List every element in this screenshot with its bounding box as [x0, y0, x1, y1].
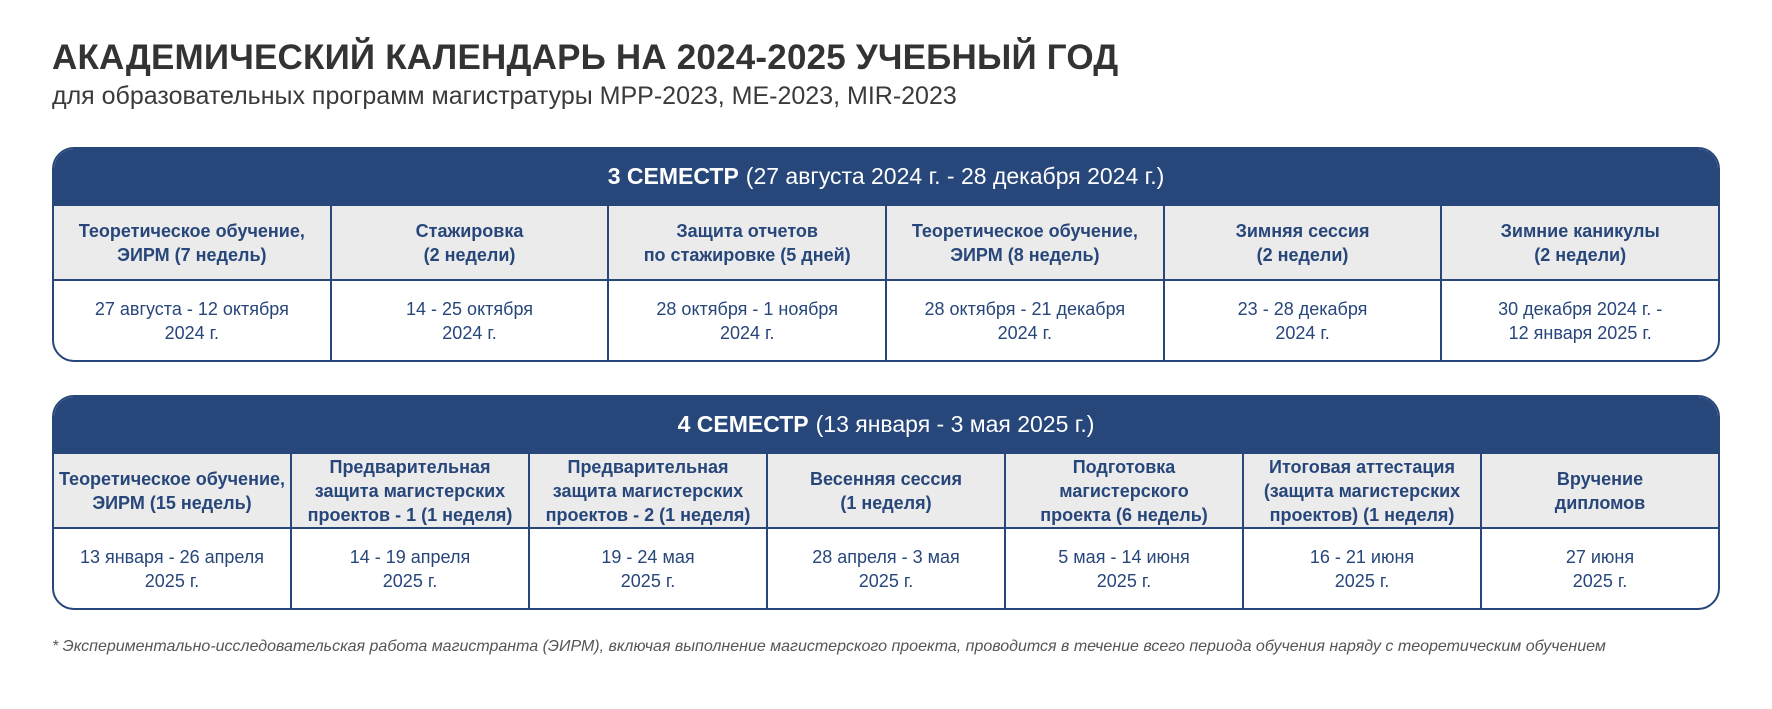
- stage-header-cell: Теоретическое обучение, ЭИРМ (8 недель): [887, 204, 1163, 281]
- stage-header-cell: Зимние каникулы (2 недели): [1442, 204, 1718, 281]
- semester-3-grid: [54, 204, 1718, 360]
- stage-header-cell: Весенняя сессия (1 неделя): [768, 452, 1004, 529]
- semester-4-column: [1004, 452, 1242, 608]
- semester-3-table: [52, 147, 1720, 362]
- stage-dates-cell: 28 апреля - 3 мая 2025 г.: [812, 546, 960, 591]
- stage-header-cell: Подготовка магистерского проекта (6 недель): [1006, 452, 1242, 529]
- semester-4-column: [1480, 452, 1718, 608]
- stage-header-cell: Теоретическое обучение, ЭИРМ (15 недель): [54, 452, 290, 529]
- stage-dates-cell: 13 января - 26 апреля 2025 г.: [79, 546, 265, 591]
- semester-3-column: [607, 204, 885, 360]
- semester-3-column: [330, 204, 608, 360]
- stage-header-cell: Итоговая аттестация (защита магистерских проектов) (1 неделя): [1244, 452, 1480, 529]
- semester-4-period: (13 января - 3 мая 2025 г.): [815, 411, 1095, 437]
- semester-4-header: [54, 397, 1718, 452]
- stage-dates-cell: 27 августа - 12 октября 2024 г.: [94, 298, 289, 343]
- stage-header-cell: Теоретическое обучение, ЭИРМ (7 недель): [54, 204, 330, 281]
- stage-header-cell: Защита отчетов по стажировке (5 дней): [609, 204, 885, 281]
- semester-4-column: [290, 452, 528, 608]
- stage-dates-cell: 19 - 24 мая 2025 г.: [601, 546, 695, 591]
- semester-4-name: 4 СЕМЕСТР: [677, 411, 809, 437]
- stage-dates-cell: 16 - 21 июня 2025 г.: [1309, 546, 1415, 591]
- semester-3-column: [885, 204, 1163, 360]
- semester-4-column: [766, 452, 1004, 608]
- stage-header-cell: Предварительная защита магистерских проектов - 1 (1 неделя): [292, 452, 528, 529]
- semester-4-grid: [54, 452, 1718, 608]
- semester-3-column: [54, 204, 330, 360]
- stage-header-cell: Вручение дипломов: [1482, 452, 1718, 529]
- stage-dates-cell: 14 - 25 октября 2024 г.: [406, 298, 533, 343]
- stage-header-cell: Зимняя сессия (2 недели): [1165, 204, 1441, 281]
- stage-dates-cell: 23 - 28 декабря 2024 г.: [1237, 298, 1368, 343]
- footnote: * Экспериментально-исследовательская работа магистранта (ЭИРМ), включая выполнение магистерского проекта, проводится в течение всего периода обучения наряду с теоретическим обучением: [52, 638, 1606, 655]
- semester-3-header: [54, 149, 1718, 204]
- semester-3-column: [1440, 204, 1718, 360]
- semester-4-column: [1242, 452, 1480, 608]
- stage-header-cell: Предварительная защита магистерских проектов - 2 (1 неделя): [530, 452, 766, 529]
- semester-3-column: [1163, 204, 1441, 360]
- semester-4-table: [52, 395, 1720, 610]
- stage-dates-cell: 28 октября - 21 декабря 2024 г.: [924, 298, 1126, 343]
- semester-4-column: [528, 452, 766, 608]
- stage-header-cell: Стажировка (2 недели): [332, 204, 608, 281]
- stage-dates-cell: 30 декабря 2024 г. - 12 января 2025 г.: [1498, 298, 1663, 343]
- semester-4-column: [54, 452, 290, 608]
- stage-dates-cell: 28 октября - 1 ноября 2024 г.: [656, 298, 838, 343]
- semester-3-period: (27 августа 2024 г. - 28 декабря 2024 г.): [745, 163, 1165, 189]
- stage-dates-cell: 5 мая - 14 июня 2025 г.: [1058, 546, 1190, 591]
- page-subtitle: для образовательных программ магистратуры MPP-2023, ME-2023, MIR-2023: [52, 82, 957, 110]
- stage-dates-cell: 27 июня 2025 г.: [1565, 546, 1635, 591]
- semester-3-name: 3 СЕМЕСТР: [607, 163, 739, 189]
- stage-dates-cell: 14 - 19 апреля 2025 г.: [349, 546, 471, 591]
- page-title: АКАДЕМИЧЕСКИЙ КАЛЕНДАРЬ НА 2024-2025 УЧЕБНЫЙ ГОД: [52, 38, 1119, 77]
